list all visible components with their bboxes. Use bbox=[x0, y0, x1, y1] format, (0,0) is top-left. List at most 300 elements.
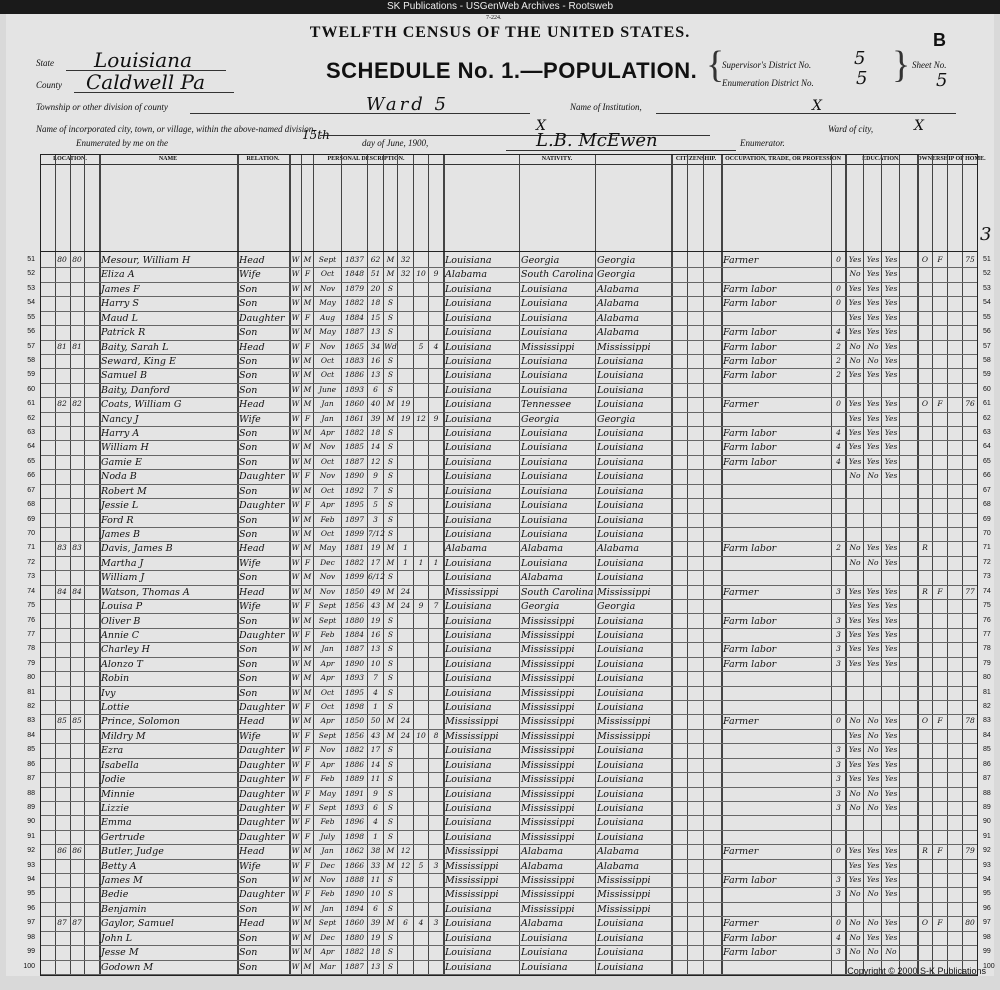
table-row bbox=[27, 440, 991, 454]
cell-pb: Louisiana bbox=[445, 298, 492, 310]
cell-age: 14 bbox=[370, 442, 381, 452]
cell-rel: Daughter bbox=[239, 500, 285, 512]
cell-mo: Oct bbox=[320, 370, 335, 380]
line-number: 74 bbox=[27, 587, 35, 595]
cell-age: 12 bbox=[370, 456, 381, 466]
cell-occ: Farmer bbox=[723, 586, 759, 598]
cell-fb: Mississippi bbox=[521, 774, 575, 786]
cell-s: F bbox=[304, 745, 311, 755]
cell-m: S bbox=[387, 514, 394, 524]
cell-r3: No bbox=[867, 716, 879, 726]
cell-name: Gaylor, Samuel bbox=[101, 918, 174, 930]
cell-fb: Mississippi bbox=[521, 817, 575, 829]
cell-mb: Louisiana bbox=[597, 687, 644, 699]
cell-pb: Louisiana bbox=[445, 774, 492, 786]
cell-ch: 9 bbox=[418, 601, 424, 611]
cell-mo: Sept bbox=[318, 730, 337, 740]
line-number: 94 bbox=[27, 876, 35, 884]
cell-pb: Louisiana bbox=[445, 442, 492, 454]
cell-ch: 1 bbox=[418, 557, 424, 567]
cell-pb: Louisiana bbox=[445, 644, 492, 656]
institution-x: X bbox=[812, 98, 822, 114]
cell-mo: Aug bbox=[319, 312, 336, 322]
cell-c: W bbox=[291, 399, 300, 409]
table-row bbox=[27, 614, 991, 628]
line-number: 99 bbox=[27, 948, 35, 956]
cell-occ: Farmer bbox=[723, 255, 759, 266]
cell-c: W bbox=[291, 341, 300, 351]
cell-r2: Yes bbox=[848, 327, 862, 337]
cell-mo: Jan bbox=[321, 399, 334, 409]
cell-yr: 1887 bbox=[344, 961, 365, 971]
cell-r3: Yes bbox=[866, 629, 880, 639]
cell-mo: Sept bbox=[318, 255, 337, 264]
line-number-right: 97 bbox=[983, 919, 991, 927]
cell-fb: Louisiana bbox=[521, 471, 568, 483]
cell-c: W bbox=[291, 831, 300, 841]
cell-pb: Louisiana bbox=[445, 471, 492, 483]
cell-age: 20 bbox=[370, 283, 381, 293]
cell-r1: 0 bbox=[836, 846, 841, 856]
cell-f: F bbox=[937, 716, 943, 726]
group-relation: RELATION. bbox=[237, 155, 289, 165]
cell-mb: Louisiana bbox=[597, 557, 644, 569]
cell-mo: June bbox=[318, 384, 337, 394]
sheet-no-label: Sheet No. bbox=[912, 60, 947, 70]
cell-s: M bbox=[303, 543, 312, 553]
table-row bbox=[27, 340, 991, 354]
cell-yr: 1856 bbox=[344, 730, 365, 740]
cell-pb: Louisiana bbox=[445, 485, 492, 497]
cell-age: 18 bbox=[370, 298, 381, 308]
cell-m: S bbox=[387, 947, 394, 957]
cell-occ: Farm labor bbox=[723, 341, 777, 353]
cell-c: W bbox=[291, 644, 300, 654]
cell-mb: Louisiana bbox=[597, 500, 644, 512]
cell-mb: Louisiana bbox=[597, 745, 644, 757]
cell-mo: Sept bbox=[318, 601, 337, 611]
cell-r2: Yes bbox=[848, 846, 862, 856]
table-row bbox=[27, 887, 991, 901]
line-number-right: 51 bbox=[983, 256, 991, 263]
cell-pb: Louisiana bbox=[445, 817, 492, 829]
cell-name: Eliza A bbox=[101, 269, 135, 281]
cell-yr: 1893 bbox=[344, 673, 365, 683]
cell-pb: Mississippi bbox=[445, 586, 499, 598]
cell-mo: Jan bbox=[321, 644, 334, 654]
sheet-letter: B bbox=[933, 30, 946, 50]
cell-r2: Yes bbox=[848, 298, 862, 308]
cell-mo: Feb bbox=[320, 774, 335, 784]
cell-r1: 3 bbox=[836, 759, 841, 769]
line-number-right: 100 bbox=[983, 962, 995, 970]
cell-rel: Daughter bbox=[239, 702, 285, 714]
table-row bbox=[27, 787, 991, 801]
cell-occ: Farm labor bbox=[723, 932, 777, 944]
cell-pb: Louisiana bbox=[445, 283, 492, 295]
cell-liv: 9 bbox=[433, 269, 439, 279]
cell-mb: Alabama bbox=[597, 312, 639, 324]
cell-rel: Wife bbox=[239, 601, 261, 613]
cell-c: W bbox=[291, 629, 300, 639]
cell-s: M bbox=[303, 658, 312, 668]
cell-ch: 5 bbox=[418, 860, 424, 870]
cell-mo: Apr bbox=[320, 428, 335, 438]
cell-r3: Yes bbox=[866, 269, 880, 279]
line-number: 71 bbox=[27, 544, 35, 552]
line-number-right: 59 bbox=[983, 371, 991, 379]
cell-mo: Nov bbox=[319, 586, 336, 596]
cell-fam: 87 bbox=[72, 918, 82, 928]
line-number: 97 bbox=[27, 919, 35, 927]
cell-pb: Louisiana bbox=[445, 673, 492, 685]
cell-c: W bbox=[291, 601, 300, 611]
cell-yr: 1884 bbox=[344, 312, 365, 322]
line-number-right: 98 bbox=[983, 933, 991, 941]
cell-c: W bbox=[291, 774, 300, 784]
cell-age: 14 bbox=[370, 759, 381, 769]
table-row bbox=[27, 426, 991, 440]
cell-fam: 80 bbox=[72, 255, 82, 264]
line-number-right: 72 bbox=[983, 558, 991, 566]
cell-r1: 3 bbox=[836, 644, 841, 654]
cell-s: F bbox=[304, 702, 311, 712]
cell-r3: Yes bbox=[866, 601, 880, 611]
cell-mo: Nov bbox=[319, 283, 336, 293]
cell-yr: 1879 bbox=[344, 283, 365, 293]
table-row bbox=[27, 945, 991, 959]
enumerator-label: Enumerator. bbox=[740, 138, 785, 148]
cell-fb: Louisiana bbox=[521, 514, 568, 526]
cell-fb: Mississippi bbox=[521, 788, 575, 800]
line-number: 75 bbox=[27, 602, 35, 610]
cell-pb: Louisiana bbox=[445, 456, 492, 468]
cell-r1: 3 bbox=[836, 745, 841, 755]
cell-mb: Louisiana bbox=[597, 788, 644, 800]
cell-yr: 1896 bbox=[344, 817, 365, 827]
enumerated-label: Enumerated by me on the bbox=[76, 138, 168, 148]
sheet-no-value: 5 bbox=[936, 70, 948, 91]
cell-mb: Louisiana bbox=[597, 658, 644, 670]
cell-m: S bbox=[387, 745, 394, 755]
line-number-right: 99 bbox=[983, 948, 991, 956]
cell-c: W bbox=[291, 384, 300, 394]
incorporated-label: Name of incorporated city, town, or village, within the above-named division, bbox=[36, 124, 316, 134]
table-row bbox=[27, 815, 991, 829]
cell-pb: Louisiana bbox=[445, 745, 492, 757]
cell-name: Alonzo T bbox=[101, 658, 143, 670]
cell-r1: 3 bbox=[836, 629, 841, 639]
cell-m: M bbox=[386, 543, 395, 553]
cell-name: Annie C bbox=[101, 629, 140, 641]
cell-mo: Sept bbox=[318, 918, 337, 928]
cell-rel: Son bbox=[239, 961, 258, 973]
cell-fb: Louisiana bbox=[521, 442, 568, 454]
cell-rel: Wife bbox=[239, 413, 261, 425]
group-personal: PERSONAL DESCRIPTION. bbox=[289, 155, 443, 165]
cell-age: 50 bbox=[370, 716, 381, 726]
line-number: 93 bbox=[27, 861, 35, 869]
cell-ym: 19 bbox=[400, 399, 411, 409]
cell-r4: Yes bbox=[884, 413, 898, 423]
cell-liv: 1 bbox=[433, 557, 439, 567]
ward-label: Ward of city, bbox=[828, 124, 874, 134]
cell-mb: Louisiana bbox=[597, 802, 644, 814]
line-number: 66 bbox=[27, 472, 35, 480]
cell-c: W bbox=[291, 572, 300, 582]
cell-c: W bbox=[291, 283, 300, 293]
cell-r2: No bbox=[849, 471, 861, 481]
cell-name: Minnie bbox=[101, 788, 135, 800]
cell-r2: No bbox=[849, 716, 861, 726]
cell-age: 34 bbox=[370, 341, 381, 351]
line-number: 56 bbox=[27, 328, 35, 336]
line-number-right: 57 bbox=[983, 342, 991, 350]
line-number: 79 bbox=[27, 659, 35, 667]
table-row bbox=[27, 354, 991, 368]
cell-name: James M bbox=[101, 875, 143, 887]
cell-fam: 83 bbox=[72, 543, 82, 553]
cell-age: 43 bbox=[370, 601, 381, 611]
cell-r1: 2 bbox=[836, 341, 841, 351]
cell-occ: Farm labor bbox=[723, 875, 777, 887]
cell-pb: Louisiana bbox=[445, 687, 492, 699]
cell-r4: Yes bbox=[884, 312, 898, 322]
cell-m: M bbox=[386, 716, 395, 726]
cell-mo: Sept bbox=[318, 802, 337, 812]
cell-mo: Apr bbox=[320, 716, 335, 726]
cell-r4: Yes bbox=[884, 875, 898, 885]
county-value: Caldwell Pa bbox=[86, 70, 206, 94]
cell-liv: 9 bbox=[433, 413, 439, 423]
cell-fb: Louisiana bbox=[521, 500, 568, 512]
cell-r3: Yes bbox=[866, 413, 880, 423]
cell-r1: 0 bbox=[836, 399, 841, 409]
cell-occ: Farmer bbox=[723, 918, 759, 930]
cell-name: Samuel B bbox=[101, 370, 147, 382]
cell-yr: 1887 bbox=[344, 327, 365, 337]
cell-mb: Louisiana bbox=[597, 572, 644, 584]
cell-rel: Head bbox=[239, 255, 265, 266]
cell-c: W bbox=[291, 442, 300, 452]
cell-r3: No bbox=[867, 557, 879, 567]
line-number-right: 88 bbox=[983, 789, 991, 797]
cell-dw: 85 bbox=[57, 716, 67, 726]
cell-s: F bbox=[304, 817, 311, 827]
header-divider bbox=[41, 251, 977, 252]
cell-occ: Farm labor bbox=[723, 658, 777, 670]
cell-rel: Daughter bbox=[239, 788, 285, 800]
line-number: 54 bbox=[27, 299, 35, 307]
cell-r4: Yes bbox=[884, 860, 898, 870]
table-row bbox=[27, 513, 991, 527]
cell-r4: Yes bbox=[884, 255, 898, 264]
state-label: State bbox=[36, 58, 54, 68]
cell-yr: 1882 bbox=[344, 428, 365, 438]
cell-age: 62 bbox=[370, 255, 381, 264]
cell-occ: Farm labor bbox=[723, 644, 777, 656]
cell-fb: Mississippi bbox=[521, 903, 575, 915]
cell-fb: Mississippi bbox=[521, 615, 575, 627]
cell-r2: No bbox=[849, 918, 861, 928]
line-number: 53 bbox=[27, 284, 35, 292]
cell-age: 9 bbox=[373, 471, 378, 481]
cell-pb: Louisiana bbox=[445, 702, 492, 714]
brace-right: } bbox=[892, 44, 911, 86]
cell-dw: 81 bbox=[57, 341, 67, 351]
cell-s: M bbox=[303, 903, 312, 913]
cell-r3: No bbox=[867, 918, 879, 928]
cell-liv: 3 bbox=[433, 918, 439, 928]
line-number: 100 bbox=[23, 962, 35, 970]
table-row bbox=[27, 859, 991, 873]
county-label: County bbox=[36, 80, 62, 90]
cell-r2: Yes bbox=[848, 456, 862, 466]
cell-s: F bbox=[304, 788, 311, 798]
cell-age: 6 bbox=[373, 802, 378, 812]
cell-mo: Nov bbox=[319, 745, 336, 755]
enum-district-label: Enumeration District No. bbox=[722, 78, 814, 88]
line-number-right: 67 bbox=[983, 486, 991, 494]
cell-mo: May bbox=[319, 543, 336, 553]
cell-name: Ford R bbox=[101, 514, 134, 526]
cell-name: Prince, Solomon bbox=[101, 716, 180, 728]
cell-occ: Farm labor bbox=[723, 456, 777, 468]
cell-r1: 3 bbox=[836, 802, 841, 812]
cell-r4: Yes bbox=[884, 543, 898, 553]
cell-ym: 6 bbox=[403, 918, 408, 928]
cell-yr: 1894 bbox=[344, 903, 365, 913]
line-number: 67 bbox=[27, 486, 35, 494]
cell-r4: Yes bbox=[884, 774, 898, 784]
incorporated-x: X bbox=[536, 118, 546, 134]
line-number-right: 93 bbox=[983, 861, 991, 869]
cell-s: M bbox=[303, 485, 312, 495]
cell-m: S bbox=[387, 831, 394, 841]
cell-fb: Mississippi bbox=[521, 875, 575, 887]
cell-r3: Yes bbox=[866, 370, 880, 380]
cell-r3: Yes bbox=[866, 615, 880, 625]
table-row bbox=[27, 873, 991, 887]
cell-r4: Yes bbox=[884, 658, 898, 668]
cell-age: 1 bbox=[373, 702, 378, 712]
line-number: 78 bbox=[27, 645, 35, 653]
cell-m: S bbox=[387, 788, 394, 798]
cell-yr: 1899 bbox=[344, 572, 365, 582]
cell-fb: Tennessee bbox=[521, 399, 572, 411]
cell-mo: Oct bbox=[320, 485, 335, 495]
cell-fb: Georgia bbox=[521, 413, 560, 425]
cell-r2: Yes bbox=[848, 283, 862, 293]
cell-m: S bbox=[387, 817, 394, 827]
cell-fb: Mississippi bbox=[521, 759, 575, 771]
cell-m: S bbox=[387, 456, 394, 466]
line-number-right: 70 bbox=[983, 529, 991, 537]
cell-rel: Wife bbox=[239, 557, 261, 569]
cell-age: 43 bbox=[370, 730, 381, 740]
line-number: 73 bbox=[27, 573, 35, 581]
cell-m: M bbox=[386, 255, 395, 264]
cell-mb: Louisiana bbox=[597, 442, 644, 454]
cell-r3: Yes bbox=[866, 774, 880, 784]
cell-r3: Yes bbox=[866, 644, 880, 654]
line-number: 90 bbox=[27, 818, 35, 826]
cell-name: Jesse M bbox=[101, 947, 139, 959]
state-value: Louisiana bbox=[94, 48, 192, 72]
line-number: 76 bbox=[27, 616, 35, 624]
cell-rel: Son bbox=[239, 355, 258, 367]
cell-fb: Louisiana bbox=[521, 355, 568, 367]
cell-r4: Yes bbox=[884, 399, 898, 409]
line-number: 91 bbox=[27, 832, 35, 840]
cell-r2: No bbox=[849, 543, 861, 553]
cell-r3: Yes bbox=[866, 312, 880, 322]
cell-pb: Louisiana bbox=[445, 255, 492, 266]
cell-occ: Farmer bbox=[723, 846, 759, 858]
cell-name: William J bbox=[101, 572, 145, 584]
cell-r1: 0 bbox=[836, 716, 841, 726]
line-number-right: 79 bbox=[983, 659, 991, 667]
cell-mb: Louisiana bbox=[597, 759, 644, 771]
table-row bbox=[27, 267, 991, 281]
cell-mo: Feb bbox=[320, 817, 335, 827]
line-number: 81 bbox=[27, 688, 35, 696]
cell-pb: Louisiana bbox=[445, 788, 492, 800]
group-education: EDUCATION. bbox=[845, 155, 917, 165]
cell-yr: 1897 bbox=[344, 514, 365, 524]
line-number: 51 bbox=[27, 256, 35, 263]
cell-s: F bbox=[304, 802, 311, 812]
cell-r3: Yes bbox=[866, 586, 880, 596]
cell-r4: Yes bbox=[884, 759, 898, 769]
table-row bbox=[27, 412, 991, 426]
cell-pb: Mississippi bbox=[445, 860, 499, 872]
cell-c: W bbox=[291, 428, 300, 438]
table-row bbox=[27, 916, 991, 930]
cell-mb: Georgia bbox=[597, 269, 636, 281]
cell-rel: Son bbox=[239, 673, 258, 685]
cell-fam: 82 bbox=[72, 399, 82, 409]
cell-age: 17 bbox=[370, 745, 381, 755]
cell-pb: Louisiana bbox=[445, 370, 492, 382]
line-number-right: 87 bbox=[983, 775, 991, 783]
cell-fb: Louisiana bbox=[521, 528, 568, 540]
cell-yr: 1860 bbox=[344, 918, 365, 928]
cell-age: 51 bbox=[370, 269, 381, 279]
cell-fb: Louisiana bbox=[521, 283, 568, 295]
cell-fb: Georgia bbox=[521, 255, 560, 266]
table-row bbox=[27, 498, 991, 512]
cell-r2: No bbox=[849, 355, 861, 365]
cell-yr: 1893 bbox=[344, 384, 365, 394]
cell-s: M bbox=[303, 456, 312, 466]
cell-r3: Yes bbox=[866, 860, 880, 870]
cell-r4: Yes bbox=[884, 471, 898, 481]
cell-occ: Farm labor bbox=[723, 283, 777, 295]
cell-s: F bbox=[304, 629, 311, 639]
cell-r3: Yes bbox=[866, 846, 880, 856]
cell-r4: Yes bbox=[884, 601, 898, 611]
cell-s: F bbox=[304, 341, 311, 351]
cell-s: M bbox=[303, 673, 312, 683]
cell-c: W bbox=[291, 471, 300, 481]
cell-own: R bbox=[922, 586, 928, 596]
line-number: 68 bbox=[27, 501, 35, 509]
cell-s: M bbox=[303, 572, 312, 582]
cell-s: M bbox=[303, 327, 312, 337]
cell-s: M bbox=[303, 355, 312, 365]
table-row bbox=[27, 599, 991, 613]
